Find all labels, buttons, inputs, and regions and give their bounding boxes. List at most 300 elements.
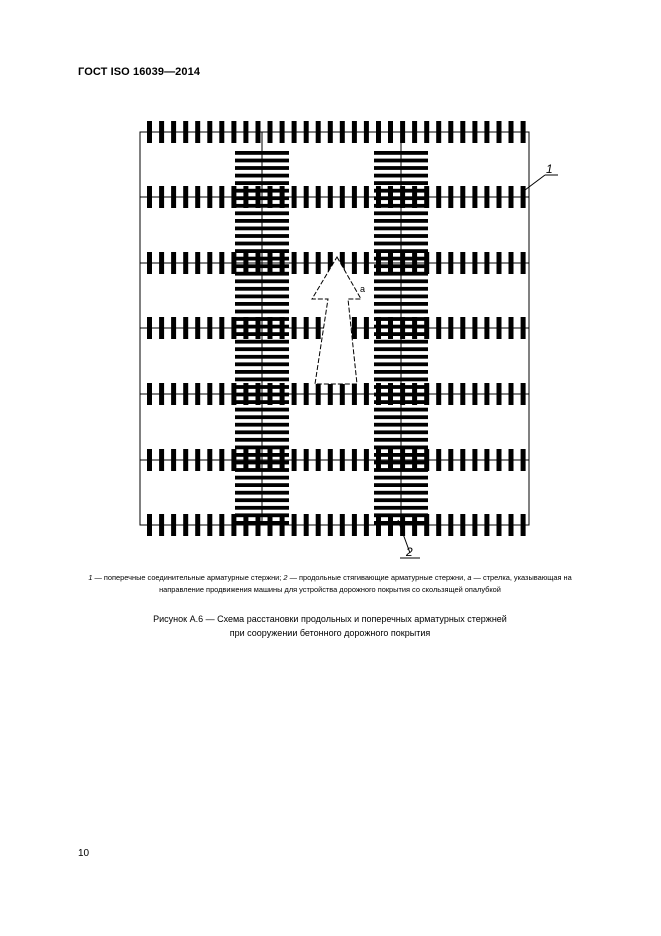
transverse-bar-r1-c2 bbox=[159, 121, 164, 143]
transverse-bar-r1-c10 bbox=[256, 121, 261, 143]
longitudinal-bar-s1-n39 bbox=[235, 438, 289, 442]
transverse-bar-r5-c32 bbox=[521, 383, 526, 405]
longitudinal-bar-s2-n49 bbox=[374, 513, 428, 517]
longitudinal-bar-s2-n30 bbox=[374, 370, 428, 374]
transverse-bar-r6-c15 bbox=[316, 449, 321, 471]
transverse-bar-r3-c4 bbox=[183, 252, 188, 274]
leader-line-1 bbox=[521, 175, 545, 193]
longitudinal-bar-s1-n26 bbox=[235, 340, 289, 344]
transverse-bar-r3-c7 bbox=[219, 252, 224, 274]
transverse-bar-r1-c14 bbox=[304, 121, 309, 143]
longitudinal-bar-s2-n39 bbox=[374, 438, 428, 442]
transverse-bar-r3-c24 bbox=[424, 252, 429, 274]
transverse-bar-r1-c15 bbox=[316, 121, 321, 143]
transverse-bar-r5-c19 bbox=[364, 383, 369, 405]
transverse-bar-r4-c7 bbox=[219, 317, 224, 339]
transverse-bar-r3-c12 bbox=[280, 252, 285, 274]
transverse-bar-r5-c17 bbox=[340, 383, 345, 405]
transverse-bar-r3-c32 bbox=[521, 252, 526, 274]
longitudinal-bar-s2-n24 bbox=[374, 325, 428, 329]
transverse-bar-r7-c3 bbox=[171, 514, 176, 536]
transverse-bar-r4-c18 bbox=[352, 317, 357, 339]
transverse-bar-r1-c5 bbox=[195, 121, 200, 143]
transverse-bar-r5-c16 bbox=[328, 383, 333, 405]
transverse-bar-r6-c23 bbox=[412, 449, 417, 471]
longitudinal-bar-s1-n23 bbox=[235, 317, 289, 321]
transverse-bar-r4-c15 bbox=[316, 317, 321, 339]
transverse-bar-r6-c10 bbox=[256, 449, 261, 471]
transverse-bar-r2-c14 bbox=[304, 186, 309, 208]
transverse-bar-r3-c5 bbox=[195, 252, 200, 274]
transverse-bar-r3-c6 bbox=[207, 252, 212, 274]
transverse-bar-r3-c10 bbox=[256, 252, 261, 274]
transverse-bar-r3-c1 bbox=[147, 252, 152, 274]
longitudinal-bar-s2-n44 bbox=[374, 476, 428, 480]
transverse-bar-r7-c29 bbox=[484, 514, 489, 536]
transverse-bar-r5-c29 bbox=[484, 383, 489, 405]
longitudinal-bar-s1-n34 bbox=[235, 400, 289, 404]
transverse-bar-r7-c20 bbox=[376, 514, 381, 536]
transverse-bar-r1-c26 bbox=[448, 121, 453, 143]
transverse-bar-r5-c15 bbox=[316, 383, 321, 405]
transverse-bar-r6-c1 bbox=[147, 449, 152, 471]
longitudinal-bar-s1-n7 bbox=[235, 196, 289, 200]
longitudinal-bar-s1-n14 bbox=[235, 249, 289, 253]
transverse-bar-r2-c27 bbox=[460, 186, 465, 208]
transverse-bar-r4-c1 bbox=[147, 317, 152, 339]
longitudinal-bar-s2-n46 bbox=[374, 491, 428, 495]
transverse-bar-r5-c6 bbox=[207, 383, 212, 405]
transverse-bar-r1-c7 bbox=[219, 121, 224, 143]
transverse-bar-r4-c29 bbox=[484, 317, 489, 339]
longitudinal-bar-s2-n43 bbox=[374, 468, 428, 472]
figure-legend bbox=[80, 572, 580, 596]
longitudinal-bar-s1-n44 bbox=[235, 476, 289, 480]
transverse-bar-r2-c32 bbox=[521, 186, 526, 208]
longitudinal-bar-s1-n35 bbox=[235, 408, 289, 412]
longitudinal-bar-s2-n17 bbox=[374, 272, 428, 276]
transverse-bar-r7-c30 bbox=[497, 514, 502, 536]
transverse-bar-r7-c28 bbox=[472, 514, 477, 536]
longitudinal-bar-s2-n2 bbox=[374, 159, 428, 163]
longitudinal-bar-s1-n45 bbox=[235, 483, 289, 487]
transverse-bar-r5-c5 bbox=[195, 383, 200, 405]
longitudinal-bar-s2-n4 bbox=[374, 174, 428, 178]
longitudinal-bar-s2-n6 bbox=[374, 189, 428, 193]
transverse-bar-r1-c11 bbox=[268, 121, 273, 143]
longitudinal-bar-s1-n43 bbox=[235, 468, 289, 472]
longitudinal-bar-s1-n41 bbox=[235, 453, 289, 457]
transverse-bar-r3-c15 bbox=[316, 252, 321, 274]
transverse-bar-r6-c27 bbox=[460, 449, 465, 471]
transverse-bar-r6-c14 bbox=[304, 449, 309, 471]
transverse-bar-r1-c21 bbox=[388, 121, 393, 143]
transverse-bar-r3-c11 bbox=[268, 252, 273, 274]
transverse-bar-r6-c19 bbox=[364, 449, 369, 471]
transverse-bar-r3-c2 bbox=[159, 252, 164, 274]
transverse-bar-r7-c13 bbox=[292, 514, 297, 536]
caption-line-2: при сооружении бетонного дорожного покрытия bbox=[229, 628, 431, 638]
longitudinal-bar-s1-n33 bbox=[235, 393, 289, 397]
transverse-bar-r6-c22 bbox=[400, 449, 405, 471]
transverse-bar-r2-c30 bbox=[497, 186, 502, 208]
transverse-bar-r5-c26 bbox=[448, 383, 453, 405]
caption-line-1: Рисунок А.6 — Схема расстановки продольных и поперечных арматурных стержней bbox=[153, 614, 507, 624]
longitudinal-bar-s2-n29 bbox=[374, 362, 428, 366]
transverse-bar-r5-c25 bbox=[436, 383, 441, 405]
longitudinal-bar-s1-n13 bbox=[235, 242, 289, 246]
longitudinal-bar-s1-n25 bbox=[235, 332, 289, 336]
transverse-bar-r7-c21 bbox=[388, 514, 393, 536]
longitudinal-bar-s1-n29 bbox=[235, 362, 289, 366]
transverse-bar-r4-c5 bbox=[195, 317, 200, 339]
longitudinal-bar-s1-n1 bbox=[235, 151, 289, 155]
longitudinal-bar-s2-n41 bbox=[374, 453, 428, 457]
longitudinal-bar-s1-n20 bbox=[235, 295, 289, 299]
transverse-bar-r2-c13 bbox=[292, 186, 297, 208]
longitudinal-bar-s2-n12 bbox=[374, 234, 428, 238]
transverse-bar-r2-c25 bbox=[436, 186, 441, 208]
transverse-bar-r6-c11 bbox=[268, 449, 273, 471]
longitudinal-bar-s1-n24 bbox=[235, 325, 289, 329]
longitudinal-bar-s2-n1 bbox=[374, 151, 428, 155]
transverse-bar-r5-c31 bbox=[509, 383, 514, 405]
transverse-bar-r6-c30 bbox=[497, 449, 502, 471]
longitudinal-bar-s2-n27 bbox=[374, 347, 428, 351]
transverse-bar-r3-c18 bbox=[352, 252, 357, 274]
transverse-bar-r4-c27 bbox=[460, 317, 465, 339]
transverse-bar-r4-c30 bbox=[497, 317, 502, 339]
longitudinal-bar-s1-n38 bbox=[235, 430, 289, 434]
transverse-bar-r3-c27 bbox=[460, 252, 465, 274]
transverse-bar-r7-c5 bbox=[195, 514, 200, 536]
longitudinal-bar-s1-n5 bbox=[235, 181, 289, 185]
longitudinal-bar-s2-n47 bbox=[374, 498, 428, 502]
longitudinal-bar-s1-n27 bbox=[235, 347, 289, 351]
transverse-bar-r1-c24 bbox=[424, 121, 429, 143]
transverse-bar-r1-c25 bbox=[436, 121, 441, 143]
longitudinal-bar-s2-n8 bbox=[374, 204, 428, 208]
transverse-bar-r4-c26 bbox=[448, 317, 453, 339]
transverse-bar-r1-c3 bbox=[171, 121, 176, 143]
transverse-bar-r1-c13 bbox=[292, 121, 297, 143]
page-number: 10 bbox=[78, 848, 90, 859]
transverse-bar-r2-c19 bbox=[364, 186, 369, 208]
transverse-bar-r1-c16 bbox=[328, 121, 333, 143]
transverse-bar-r6-c13 bbox=[292, 449, 297, 471]
legend-text-1: — поперечные соединительные арматурные стержни; bbox=[92, 573, 284, 582]
transverse-bar-r3-c25 bbox=[436, 252, 441, 274]
longitudinal-bar-s1-n47 bbox=[235, 498, 289, 502]
figure-label-1: 1 bbox=[546, 162, 553, 176]
transverse-bar-r4-c3 bbox=[171, 317, 176, 339]
transverse-bar-r7-c27 bbox=[460, 514, 465, 536]
transverse-bar-r6-c16 bbox=[328, 449, 333, 471]
longitudinal-bar-s2-n23 bbox=[374, 317, 428, 321]
transverse-bar-r5-c13 bbox=[292, 383, 297, 405]
longitudinal-bar-s2-n3 bbox=[374, 166, 428, 170]
transverse-bar-r3-c26 bbox=[448, 252, 453, 274]
longitudinal-bar-s1-n40 bbox=[235, 446, 289, 450]
legend-number-2: 2 bbox=[283, 573, 288, 582]
transverse-bar-r3-c29 bbox=[484, 252, 489, 274]
longitudinal-bar-s1-n10 bbox=[235, 219, 289, 223]
transverse-bar-r2-c6 bbox=[207, 186, 212, 208]
transverse-bar-r2-c4 bbox=[183, 186, 188, 208]
longitudinal-bar-s2-n14 bbox=[374, 249, 428, 253]
longitudinal-bar-s2-n25 bbox=[374, 332, 428, 336]
transverse-bar-r1-c18 bbox=[352, 121, 357, 143]
transverse-bar-r7-c12 bbox=[280, 514, 285, 536]
longitudinal-bar-s2-n38 bbox=[374, 430, 428, 434]
transverse-bar-r3-c13 bbox=[292, 252, 297, 274]
transverse-bar-r6-c26 bbox=[448, 449, 453, 471]
transverse-bar-r1-c22 bbox=[400, 121, 405, 143]
longitudinal-bar-s1-n18 bbox=[235, 279, 289, 283]
transverse-bar-r7-c8 bbox=[231, 514, 236, 536]
transverse-bar-r4-c19 bbox=[364, 317, 369, 339]
figure-label-2: 2 bbox=[406, 545, 413, 559]
transverse-bar-r7-c19 bbox=[364, 514, 369, 536]
document-header: ГОСТ ISO 16039—2014 bbox=[78, 66, 201, 78]
transverse-bar-r7-c17 bbox=[340, 514, 345, 536]
longitudinal-bar-s2-n28 bbox=[374, 355, 428, 359]
transverse-bar-r2-c31 bbox=[509, 186, 514, 208]
transverse-bar-r7-c15 bbox=[316, 514, 321, 536]
transverse-bar-r6-c5 bbox=[195, 449, 200, 471]
transverse-bar-r3-c23 bbox=[412, 252, 417, 274]
longitudinal-bar-s2-n10 bbox=[374, 219, 428, 223]
transverse-bar-r7-c24 bbox=[424, 514, 429, 536]
transverse-bar-r1-c17 bbox=[340, 121, 345, 143]
transverse-bar-r3-c9 bbox=[243, 252, 248, 274]
longitudinal-bar-s2-n36 bbox=[374, 415, 428, 419]
transverse-bar-r1-c31 bbox=[509, 121, 514, 143]
legend-letter-a: a bbox=[467, 573, 472, 582]
transverse-bar-r7-c31 bbox=[509, 514, 514, 536]
longitudinal-bar-s1-n46 bbox=[235, 491, 289, 495]
transverse-bar-r2-c7 bbox=[219, 186, 224, 208]
transverse-bar-r7-c25 bbox=[436, 514, 441, 536]
transverse-bar-r7-c2 bbox=[159, 514, 164, 536]
transverse-bar-r3-c28 bbox=[472, 252, 477, 274]
transverse-bar-r7-c14 bbox=[304, 514, 309, 536]
transverse-bar-r1-c30 bbox=[497, 121, 502, 143]
longitudinal-bar-s2-n50 bbox=[374, 521, 428, 525]
longitudinal-bar-s2-n18 bbox=[374, 279, 428, 283]
transverse-bar-r4-c14 bbox=[304, 317, 309, 339]
longitudinal-bar-s2-n33 bbox=[374, 393, 428, 397]
transverse-bar-r7-c26 bbox=[448, 514, 453, 536]
transverse-bar-r2-c29 bbox=[484, 186, 489, 208]
transverse-bar-r1-c1 bbox=[147, 121, 152, 143]
transverse-bar-r2-c15 bbox=[316, 186, 321, 208]
longitudinal-bar-s1-n21 bbox=[235, 302, 289, 306]
transverse-bar-r6-c3 bbox=[171, 449, 176, 471]
transverse-bar-r6-c28 bbox=[472, 449, 477, 471]
transverse-bar-r1-c20 bbox=[376, 121, 381, 143]
longitudinal-bar-s1-n17 bbox=[235, 272, 289, 276]
transverse-bar-r7-c9 bbox=[243, 514, 248, 536]
transverse-bar-r2-c28 bbox=[472, 186, 477, 208]
transverse-bar-r4-c28 bbox=[472, 317, 477, 339]
transverse-bar-r5-c4 bbox=[183, 383, 188, 405]
longitudinal-bar-s2-n9 bbox=[374, 211, 428, 215]
longitudinal-bar-s1-n19 bbox=[235, 287, 289, 291]
longitudinal-bar-s2-n21 bbox=[374, 302, 428, 306]
transverse-bar-r1-c9 bbox=[243, 121, 248, 143]
transverse-bar-r3-c14 bbox=[304, 252, 309, 274]
transverse-bar-r6-c32 bbox=[521, 449, 526, 471]
transverse-bar-r5-c14 bbox=[304, 383, 309, 405]
transverse-bar-r6-c29 bbox=[484, 449, 489, 471]
transverse-bar-r4-c6 bbox=[207, 317, 212, 339]
longitudinal-bar-s2-n15 bbox=[374, 257, 428, 261]
transverse-bar-r6-c2 bbox=[159, 449, 164, 471]
transverse-bar-r4-c4 bbox=[183, 317, 188, 339]
longitudinal-bar-s1-n50 bbox=[235, 521, 289, 525]
longitudinal-bar-s2-n16 bbox=[374, 264, 428, 268]
transverse-bar-r3-c8 bbox=[231, 252, 236, 274]
longitudinal-bar-s1-n8 bbox=[235, 204, 289, 208]
longitudinal-bar-s1-n11 bbox=[235, 227, 289, 231]
transverse-bar-r2-c16 bbox=[328, 186, 333, 208]
transverse-bar-r3-c19 bbox=[364, 252, 369, 274]
transverse-bar-r5-c7 bbox=[219, 383, 224, 405]
longitudinal-bar-s1-n6 bbox=[235, 189, 289, 193]
transverse-bar-r2-c3 bbox=[171, 186, 176, 208]
transverse-bar-r6-c20 bbox=[376, 449, 381, 471]
transverse-bar-r7-c18 bbox=[352, 514, 357, 536]
transverse-bar-r7-c23 bbox=[412, 514, 417, 536]
transverse-bar-r5-c27 bbox=[460, 383, 465, 405]
longitudinal-bar-s2-n34 bbox=[374, 400, 428, 404]
transverse-bar-r1-c28 bbox=[472, 121, 477, 143]
transverse-bar-r7-c6 bbox=[207, 514, 212, 536]
transverse-bar-r6-c7 bbox=[219, 449, 224, 471]
longitudinal-bar-s2-n5 bbox=[374, 181, 428, 185]
longitudinal-bar-s1-n36 bbox=[235, 415, 289, 419]
transverse-bar-r6-c18 bbox=[352, 449, 357, 471]
longitudinal-bar-s1-n2 bbox=[235, 159, 289, 163]
transverse-bar-r2-c17 bbox=[340, 186, 345, 208]
transverse-bar-r4-c31 bbox=[509, 317, 514, 339]
longitudinal-bar-s2-n7 bbox=[374, 196, 428, 200]
transverse-bar-r3-c30 bbox=[497, 252, 502, 274]
transverse-bar-r1-c19 bbox=[364, 121, 369, 143]
longitudinal-bar-s1-n4 bbox=[235, 174, 289, 178]
transverse-bar-r6-c25 bbox=[436, 449, 441, 471]
transverse-bar-r1-c23 bbox=[412, 121, 417, 143]
transverse-bar-r6-c6 bbox=[207, 449, 212, 471]
transverse-bar-r5-c30 bbox=[497, 383, 502, 405]
longitudinal-bar-s1-n48 bbox=[235, 506, 289, 510]
transverse-bar-r2-c2 bbox=[159, 186, 164, 208]
transverse-bar-r3-c31 bbox=[509, 252, 514, 274]
transverse-bar-r2-c5 bbox=[195, 186, 200, 208]
longitudinal-bar-s2-n45 bbox=[374, 483, 428, 487]
legend-text-2: — продольные стягивающие арматурные стержни, bbox=[287, 573, 468, 582]
longitudinal-bar-s2-n26 bbox=[374, 340, 428, 344]
transverse-bar-r6-c8 bbox=[231, 449, 236, 471]
longitudinal-bar-s2-n22 bbox=[374, 310, 428, 314]
longitudinal-bar-s1-n16 bbox=[235, 264, 289, 268]
longitudinal-bar-s1-n9 bbox=[235, 211, 289, 215]
transverse-bar-r3-c22 bbox=[400, 252, 405, 274]
transverse-bar-r3-c20 bbox=[376, 252, 381, 274]
transverse-bar-r4-c32 bbox=[521, 317, 526, 339]
longitudinal-bar-s1-n15 bbox=[235, 257, 289, 261]
transverse-bar-r7-c16 bbox=[328, 514, 333, 536]
transverse-bar-r5-c28 bbox=[472, 383, 477, 405]
transverse-bar-r6-c21 bbox=[388, 449, 393, 471]
transverse-bar-r4-c13 bbox=[292, 317, 297, 339]
transverse-bar-r5-c2 bbox=[159, 383, 164, 405]
longitudinal-bar-s2-n20 bbox=[374, 295, 428, 299]
transverse-bar-r6-c24 bbox=[424, 449, 429, 471]
longitudinal-bar-s2-n48 bbox=[374, 506, 428, 510]
longitudinal-bar-s2-n40 bbox=[374, 446, 428, 450]
transverse-bar-r6-c31 bbox=[509, 449, 514, 471]
longitudinal-bar-s1-n37 bbox=[235, 423, 289, 427]
transverse-bar-r1-c4 bbox=[183, 121, 188, 143]
longitudinal-bar-s2-n32 bbox=[374, 385, 428, 389]
transverse-bar-r5-c3 bbox=[171, 383, 176, 405]
transverse-bar-r6-c17 bbox=[340, 449, 345, 471]
direction-arrow-label: a bbox=[360, 284, 366, 294]
transverse-bar-r4-c25 bbox=[436, 317, 441, 339]
longitudinal-bar-s2-n11 bbox=[374, 227, 428, 231]
transverse-bar-r2-c18 bbox=[352, 186, 357, 208]
longitudinal-bar-s1-n30 bbox=[235, 370, 289, 374]
transverse-bar-r2-c1 bbox=[147, 186, 152, 208]
longitudinal-bar-s2-n13 bbox=[374, 242, 428, 246]
transverse-bar-r1-c6 bbox=[207, 121, 212, 143]
longitudinal-bar-s1-n49 bbox=[235, 513, 289, 517]
transverse-bar-r2-c26 bbox=[448, 186, 453, 208]
longitudinal-bar-s2-n37 bbox=[374, 423, 428, 427]
transverse-bar-r1-c8 bbox=[231, 121, 236, 143]
transverse-bar-r7-c4 bbox=[183, 514, 188, 536]
transverse-bar-r7-c7 bbox=[219, 514, 224, 536]
longitudinal-bar-s1-n31 bbox=[235, 378, 289, 382]
longitudinal-bar-s1-n32 bbox=[235, 385, 289, 389]
transverse-bar-r6-c4 bbox=[183, 449, 188, 471]
transverse-bar-r7-c11 bbox=[268, 514, 273, 536]
transverse-bar-r1-c27 bbox=[460, 121, 465, 143]
transverse-bar-r7-c1 bbox=[147, 514, 152, 536]
legend-text-3: — стрелка, указывающая на направление продвижения машины для устройства дорожного покрытия со скользящей опалубкой bbox=[159, 573, 572, 594]
transverse-bar-r5-c18 bbox=[352, 383, 357, 405]
figure-caption bbox=[80, 612, 580, 640]
longitudinal-bar-s1-n22 bbox=[235, 310, 289, 314]
longitudinal-bar-s1-n3 bbox=[235, 166, 289, 170]
legend-number-1: 1 bbox=[88, 573, 93, 582]
longitudinal-bar-s1-n28 bbox=[235, 355, 289, 359]
longitudinal-bar-s2-n31 bbox=[374, 378, 428, 382]
longitudinal-bar-s1-n42 bbox=[235, 461, 289, 465]
transverse-bar-r6-c12 bbox=[280, 449, 285, 471]
longitudinal-bar-s1-n12 bbox=[235, 234, 289, 238]
transverse-bar-r7-c32 bbox=[521, 514, 526, 536]
longitudinal-bar-s2-n19 bbox=[374, 287, 428, 291]
transverse-bar-r1-c12 bbox=[280, 121, 285, 143]
longitudinal-bar-s2-n42 bbox=[374, 461, 428, 465]
transverse-bar-r1-c32 bbox=[521, 121, 526, 143]
transverse-bar-r6-c9 bbox=[243, 449, 248, 471]
transverse-bar-r3-c3 bbox=[171, 252, 176, 274]
longitudinal-bar-s2-n35 bbox=[374, 408, 428, 412]
